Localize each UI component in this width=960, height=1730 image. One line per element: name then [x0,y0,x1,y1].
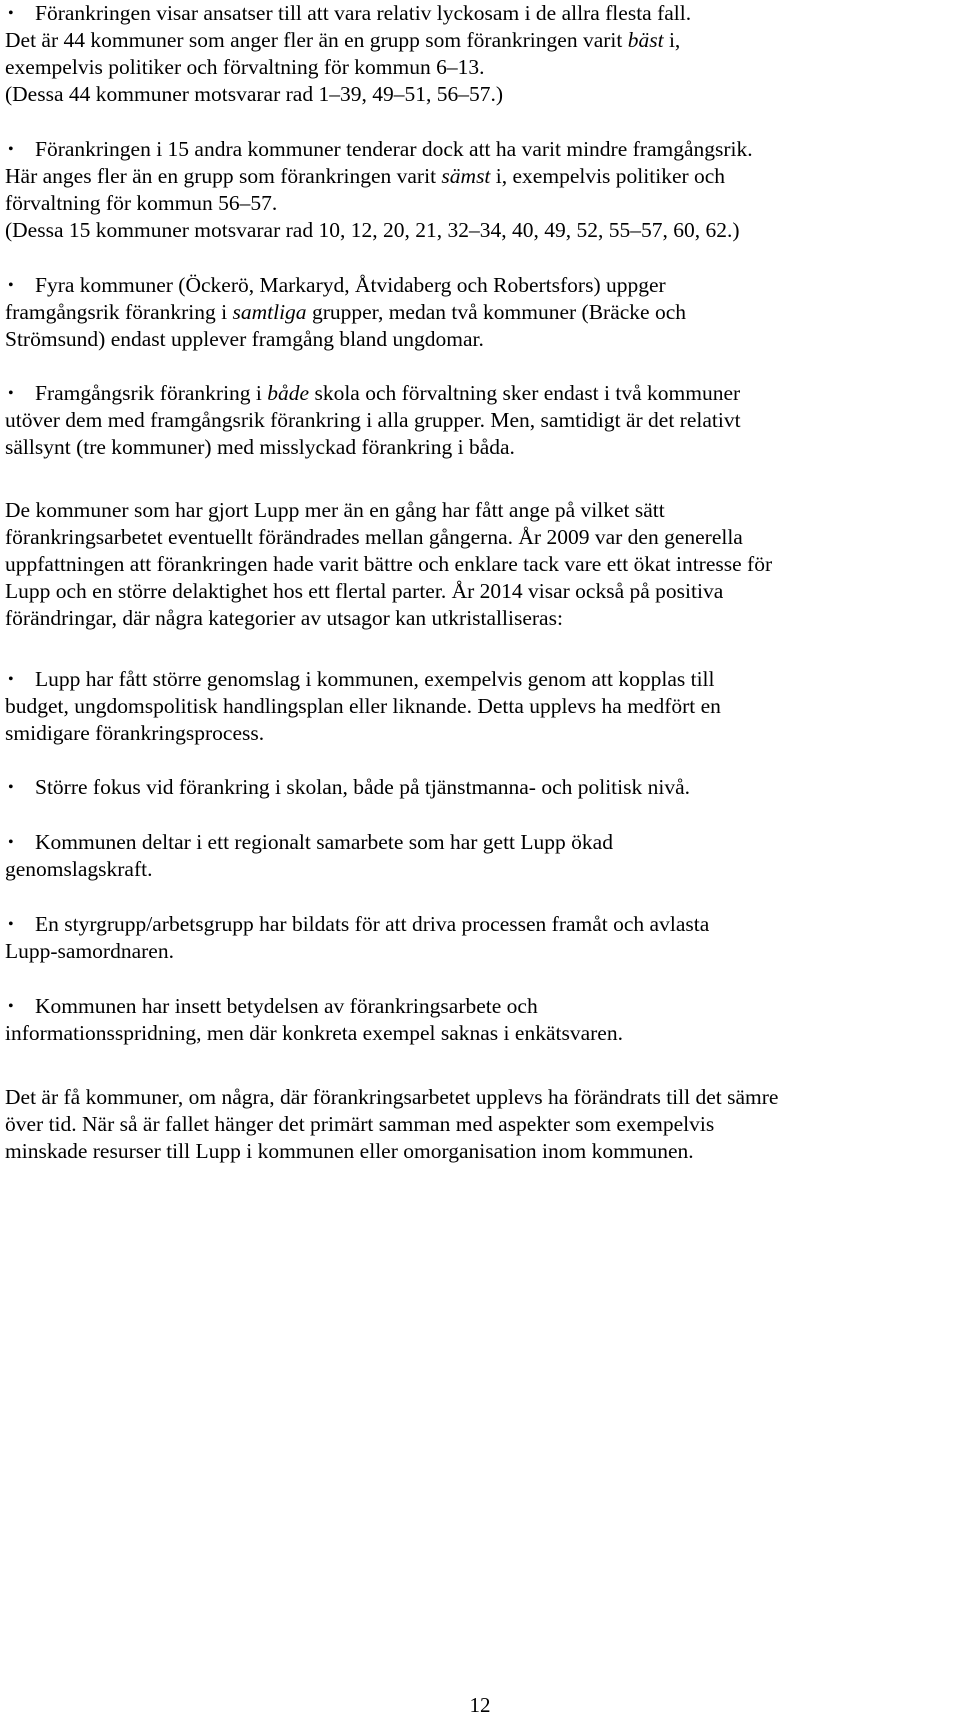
text-run: Strömsund) endast upplever framgång bland ungdomar. [5,327,484,351]
bullet-item [5,993,955,1047]
text-line [5,938,955,965]
text-run: i, exempelvis politiker och [490,164,726,188]
text-line [5,54,955,81]
text-line [5,407,955,434]
emphasized-text: bäst [627,28,664,52]
text-line [5,27,955,54]
text-run: (Dessa 15 kommuner motsvarar rad 10, 12, 20, 21, 32–34, 40, 49, 52, 55–57, 60, 62.) [5,218,740,242]
text-line [5,1020,955,1047]
bullet-icon: • [8,916,14,933]
text-run: budget, ungdomspolitisk handlingsplan eller liknande. Detta upplevs ha medfört en [5,694,721,718]
bullet-item [5,911,955,965]
text-line [5,774,955,801]
emphasized-text: samtliga [232,300,307,324]
text-line: över tid. När så är fallet hänger det primärt samman med aspekter som exempelvis [5,1112,715,1136]
text-line [5,190,955,217]
text-line [5,856,955,883]
text-line [5,434,955,461]
text-run: förvaltning för kommun 56–57. [5,191,278,215]
text-run: Lupp har fått större genomslag i kommunen, exempelvis genom att kopplas till [35,667,715,691]
text-line [5,993,955,1020]
bullet-item [5,380,955,461]
text-line: De kommuner som har gjort Lupp mer än en gång har fått ange på vilket sätt [5,498,665,522]
text-line [5,81,955,108]
text-line [5,272,955,299]
text-line [5,911,955,938]
bullet-item [5,0,955,108]
text-run: Lupp-samordnaren. [5,939,174,963]
text-line [5,720,955,747]
bullet-icon: • [8,5,14,22]
text-run: i, [663,28,681,52]
text-line [5,163,955,190]
text-run: genomslagskraft. [5,857,153,881]
bullet-item [5,829,955,883]
text-line [5,829,955,856]
bullet-icon: • [8,779,14,796]
body-paragraph [5,1084,955,1165]
bullet-icon: • [8,671,14,688]
text-run: Kommunen deltar i ett regionalt samarbete som har gett Lupp ökad [35,830,613,854]
bullet-item [5,272,955,353]
text-line [5,693,955,720]
bullet-item [5,666,955,747]
text-line [5,326,955,353]
text-run: Förankringen i 15 andra kommuner tenderar dock att ha varit mindre framgångsrik. [35,137,753,161]
emphasized-text: sämst [441,164,491,188]
text-line: minskade resurser till Lupp i kommunen eller omorganisation inom kommunen. [5,1139,694,1163]
bullet-icon: • [8,998,14,1015]
text-line: Lupp och en större delaktighet hos ett flertal parter. År 2014 visar också på positiva [5,579,724,603]
text-line: Det är få kommuner, om några, där förankringsarbetet upplevs ha förändrats till det sämre [5,1085,779,1109]
text-run: Fyra kommuner (Öckerö, Markaryd, Åtvidaberg och Robertsfors) uppger [35,273,666,297]
body-paragraph [5,497,955,632]
text-run: Framgångsrik förankring i [35,381,268,405]
bullet-icon: • [8,385,14,402]
text-run: Förankringen visar ansatser till att vara relativ lyckosam i de allra flesta fall. [35,1,692,25]
text-line [5,299,955,326]
text-run: Större fokus vid förankring i skolan, både på tjänstmanna- och politisk nivå. [35,775,691,799]
bullet-item [5,136,955,244]
text-line [5,666,955,693]
text-run: Här anges fler än en grupp som förankringen varit [5,164,442,188]
text-run: framgångsrik förankring i [5,300,233,324]
text-line: förankringsarbetet eventuellt förändrades mellan gångerna. År 2009 var den generella [5,525,743,549]
text-run: exempelvis politiker och förvaltning för kommun 6–13. [5,55,485,79]
text-line: förändringar, där några kategorier av utsagor kan utkristalliseras: [5,606,563,630]
text-run: smidigare förankringsprocess. [5,721,265,745]
bullet-icon: • [8,277,14,294]
bullet-icon: • [8,834,14,851]
text-line [5,217,955,244]
text-line [5,0,955,27]
page-number: 12 [469,1693,491,1717]
text-run: grupper, medan två kommuner (Bräcke och [306,300,686,324]
text-line [5,136,955,163]
text-run: skola och förvaltning sker endast i två kommuner [309,381,741,405]
text-run: utöver dem med framgångsrik förankring i alla grupper. Men, samtidigt är det relativt [5,408,741,432]
text-line [5,380,955,407]
text-run: Kommunen har insett betydelsen av förankringsarbete och [35,994,538,1018]
text-run: (Dessa 44 kommuner motsvarar rad 1–39, 49–51, 56–57.) [5,82,503,106]
text-run: En styrgrupp/arbetsgrupp har bildats för att driva processen framåt och avlasta [35,912,710,936]
text-run: sällsynt (tre kommuner) med misslyckad förankring i båda. [5,435,515,459]
text-run: informationsspridning, men där konkreta exempel saknas i enkätsvaren. [5,1021,623,1045]
bullet-icon: • [8,141,14,158]
emphasized-text: både [267,381,310,405]
bullet-item [5,774,955,801]
text-run: Det är 44 kommuner som anger fler än en grupp som förankringen varit [5,28,628,52]
text-line: uppfattningen att förankringen hade varit bättre och enklare tack vare ett ökat intresse för [5,552,773,576]
